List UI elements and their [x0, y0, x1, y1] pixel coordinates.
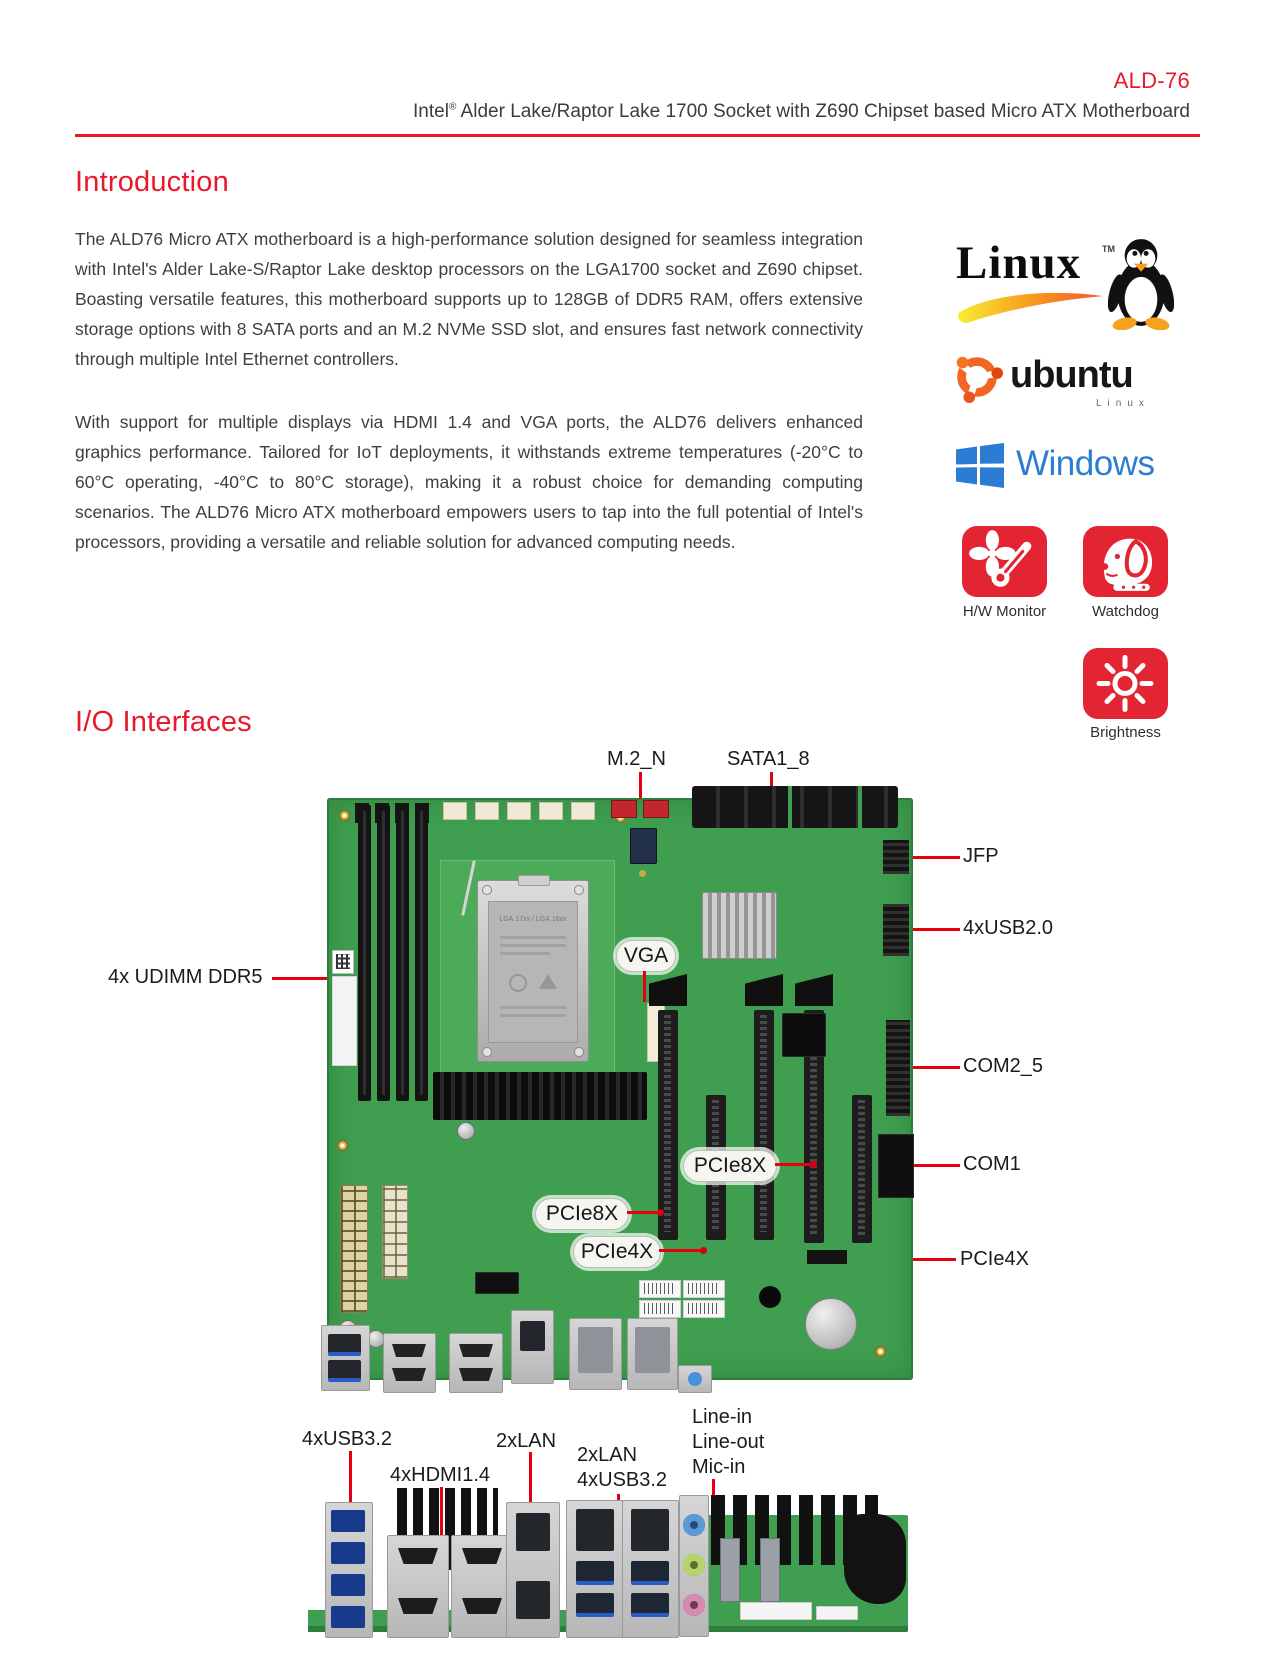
- usb3-stack-topview: [321, 1325, 370, 1391]
- linux-tm: TM: [1102, 244, 1115, 254]
- page-subtitle: [0, 101, 1190, 123]
- callout-lan-b2: 4xUSB3.2: [577, 1469, 668, 1491]
- socket-screw: [482, 1047, 492, 1057]
- socket-release-tab: [518, 875, 550, 886]
- ubuntu-wordmark: ubuntu: [1010, 354, 1133, 396]
- callout-udimm: 4x UDIMM DDR5: [108, 966, 263, 988]
- io-interfaces-heading: I/O Interfaces: [75, 706, 252, 738]
- slot-top-connector: [745, 974, 783, 1006]
- hdmi-stack-topview: [383, 1333, 436, 1393]
- leader-pcie4x: [659, 1249, 704, 1252]
- barcode-label: [639, 1280, 681, 1298]
- socket-mark-triangle: [539, 974, 557, 989]
- com25-header: [886, 1020, 910, 1116]
- rear-white-label: [816, 1606, 858, 1620]
- rear-hdmi-stack: [387, 1535, 449, 1638]
- lan-single-topview: [511, 1310, 554, 1384]
- watchdog-badge: [1083, 526, 1168, 597]
- linux-wordmark: Linux: [956, 237, 1082, 289]
- fan-header: [507, 802, 531, 820]
- rear-io-photo: [308, 1486, 908, 1638]
- pcie-slot-3: [754, 1010, 774, 1240]
- rear-lan-usb-combo: [622, 1500, 679, 1638]
- rear-lan-single: [506, 1502, 560, 1638]
- atx-power-connector: [340, 1185, 368, 1313]
- red-header: [643, 800, 669, 818]
- linux-logo: [950, 236, 1180, 338]
- lan-combo-topview: [627, 1318, 678, 1390]
- subtitle-rest: Alder Lake/Raptor Lake 1700 Socket with Z690 Chipset based Micro ATX Motherboard: [456, 101, 1190, 122]
- socket-cover-plate: [488, 901, 578, 1043]
- pill-pcie8x-b: PCIe8X: [535, 1198, 629, 1230]
- linux-swoosh-icon: [954, 288, 1106, 324]
- leader-pcie4x-dot: [700, 1247, 707, 1254]
- ubuntu-logo: [944, 348, 1174, 410]
- sun-rays-icon: [1083, 648, 1168, 719]
- introduction-heading: Introduction: [75, 166, 229, 198]
- barcode-label: [683, 1300, 725, 1318]
- product-code: ALD-76: [1113, 68, 1190, 93]
- intro-paragraph-2: With support for multiple displays via HDMI 1.4 and VGA ports, the ALD76 delivers enhanced graphics performance. Tailored for IoT deployments, it withstands extreme temperatures (-20°C to 60°C operating, -40°C to 80°C storage), making it a robust choice for demanding computing scenarios. The ALD76 Micro ATX motherboard empowers users to tap into the full potential of Intel's processors, providing a versatile and reliable solution for advanced computing needs.: [75, 412, 863, 552]
- dimm-slot: [358, 805, 371, 1101]
- socket-label: LGA.17xx / LGA.16xx: [499, 916, 567, 923]
- screw-hole: [875, 1346, 886, 1357]
- serial-sticker: [332, 976, 357, 1066]
- callout-usb20: 4xUSB2.0: [963, 917, 1054, 939]
- leader-vga: [643, 971, 646, 1002]
- power-connector: [382, 1185, 408, 1279]
- rear-slot: [760, 1538, 780, 1602]
- cmos-battery: [805, 1298, 857, 1350]
- leader-pcie8x-b-dot: [657, 1209, 664, 1216]
- hdmi-stack-topview: [449, 1333, 503, 1393]
- watchdog-label: Watchdog: [1092, 603, 1159, 620]
- rear-audio-jacks: [679, 1495, 709, 1637]
- rear-white-label: [740, 1602, 812, 1620]
- socket-text-line: [500, 1006, 566, 1009]
- m2-slot: [630, 828, 657, 864]
- screw-hole: [337, 1140, 348, 1151]
- fan-thermometer-icon: [962, 526, 1047, 597]
- pill-pcie8x-a: PCIe8X: [683, 1150, 777, 1182]
- red-header: [611, 800, 637, 818]
- windows-wordmark: Windows: [1016, 444, 1155, 483]
- leader-pcie8x-a: [775, 1163, 814, 1166]
- com1-header: [878, 1134, 914, 1198]
- callout-lan-a: 2xLAN: [496, 1430, 557, 1452]
- callout-mic-in: Mic-in: [692, 1456, 746, 1478]
- dimm-slot: [415, 805, 428, 1101]
- rear-lan-usb-combo: [566, 1500, 624, 1638]
- cpu-socket-cover: [477, 880, 589, 1062]
- brightness-badge: [1083, 648, 1168, 719]
- pin-header: [807, 1250, 847, 1264]
- socket-screw: [574, 885, 584, 895]
- super-io-chip: [782, 1013, 826, 1057]
- tux-penguin-icon: [1108, 236, 1174, 330]
- barcode-label: [639, 1300, 681, 1318]
- callout-jfp: JFP: [963, 845, 999, 867]
- socket-text-line: [500, 952, 550, 955]
- fan-header: [475, 802, 499, 820]
- intro-paragraph-1: The ALD76 Micro ATX motherboard is a high-performance solution designed for seamless integration with Intel's Alder Lake-S/Raptor Lake desktop processors on the LGA1700 socket and Z690 chipset. Boasting versatile features, this motherboard supports up to 128GB of DDR5 RAM, offers extensive storage options with 8 SATA ports and an M.2 NVMe SSD slot, and ensures fast network connectivity through multiple Intel Ethernet controllers.: [75, 229, 863, 369]
- header-rule: [75, 134, 1200, 137]
- slot-top-connector: [649, 974, 687, 1006]
- brightness-label: Brightness: [1090, 724, 1161, 741]
- callout-line-in: Line-in: [692, 1406, 753, 1428]
- usb20-headers: [883, 904, 909, 956]
- motherboard-photo: [327, 798, 913, 1380]
- pill-pcie4x: PCIe4X: [573, 1236, 661, 1268]
- sata-gap: [858, 786, 862, 828]
- registered-mark: ®: [448, 101, 457, 113]
- windows-flag-icon: [956, 442, 1004, 489]
- subtitle-brand: Intel: [413, 101, 449, 122]
- ubuntu-linux-sub: Linux: [1096, 398, 1150, 409]
- chipset-heatsink: [702, 892, 777, 959]
- barcode-label: [683, 1280, 725, 1298]
- pill-vga: VGA: [616, 940, 676, 972]
- sata-ports: [692, 786, 898, 828]
- callout-audio: [692, 1405, 764, 1480]
- circle-of-friends-icon: [950, 350, 1004, 404]
- lan-combo-topview: [569, 1318, 622, 1390]
- rear-usb3-stack: [325, 1502, 373, 1638]
- fan-header: [443, 802, 467, 820]
- callout-usb32: 4xUSB3.2: [302, 1428, 393, 1450]
- pcie-slot-5: [852, 1095, 872, 1243]
- callout-hdmi: 4xHDMI1.4: [390, 1464, 491, 1486]
- dimm-slot: [396, 805, 409, 1101]
- m2-standoff: [639, 870, 646, 877]
- slot-top-connector: [795, 974, 833, 1006]
- callout-com1: COM1: [963, 1153, 1021, 1175]
- windows-logo: [956, 442, 1186, 494]
- audio-jack-topview: [678, 1365, 712, 1393]
- qr-label: [332, 950, 354, 974]
- dog-head-icon: [1083, 526, 1168, 597]
- hw-monitor-label: H/W Monitor: [962, 603, 1047, 620]
- vrm-heatsink: [433, 1072, 647, 1120]
- buzzer: [759, 1286, 781, 1308]
- callout-sata: SATA1_8: [727, 748, 810, 770]
- callout-pcie4x-right: PCIe4X: [960, 1248, 1029, 1270]
- introduction-body: [75, 224, 863, 590]
- socket-mark-circle: [509, 974, 527, 992]
- fan-header: [539, 802, 563, 820]
- socket-text-line: [500, 936, 566, 939]
- socket-text-line: [500, 1014, 566, 1017]
- callout-com25: COM2_5: [963, 1055, 1044, 1077]
- rear-slot: [720, 1538, 740, 1602]
- callout-line-out: Line-out: [692, 1431, 765, 1453]
- pcie-slot-1: [658, 1010, 678, 1240]
- sata-gap: [788, 786, 792, 828]
- callout-lan-b1: 2xLAN: [577, 1444, 638, 1466]
- fan-header: [571, 802, 595, 820]
- leader-pcie8x-b: [627, 1211, 661, 1214]
- jfp-header: [883, 840, 909, 874]
- leader-com1: [906, 1164, 960, 1167]
- rear-hdmi-stack: [451, 1535, 513, 1638]
- socket-text-line: [500, 944, 566, 947]
- dimm-slot: [377, 805, 390, 1101]
- callout-m2: M.2_N: [607, 748, 666, 770]
- socket-screw: [482, 885, 492, 895]
- leader-jfp: [908, 856, 960, 859]
- hw-monitor-badge: [962, 526, 1047, 597]
- rear-black-component: [844, 1514, 906, 1604]
- screw-hole: [339, 810, 350, 821]
- leader-pcie8x-a-dot: [810, 1161, 817, 1168]
- socket-screw: [574, 1047, 584, 1057]
